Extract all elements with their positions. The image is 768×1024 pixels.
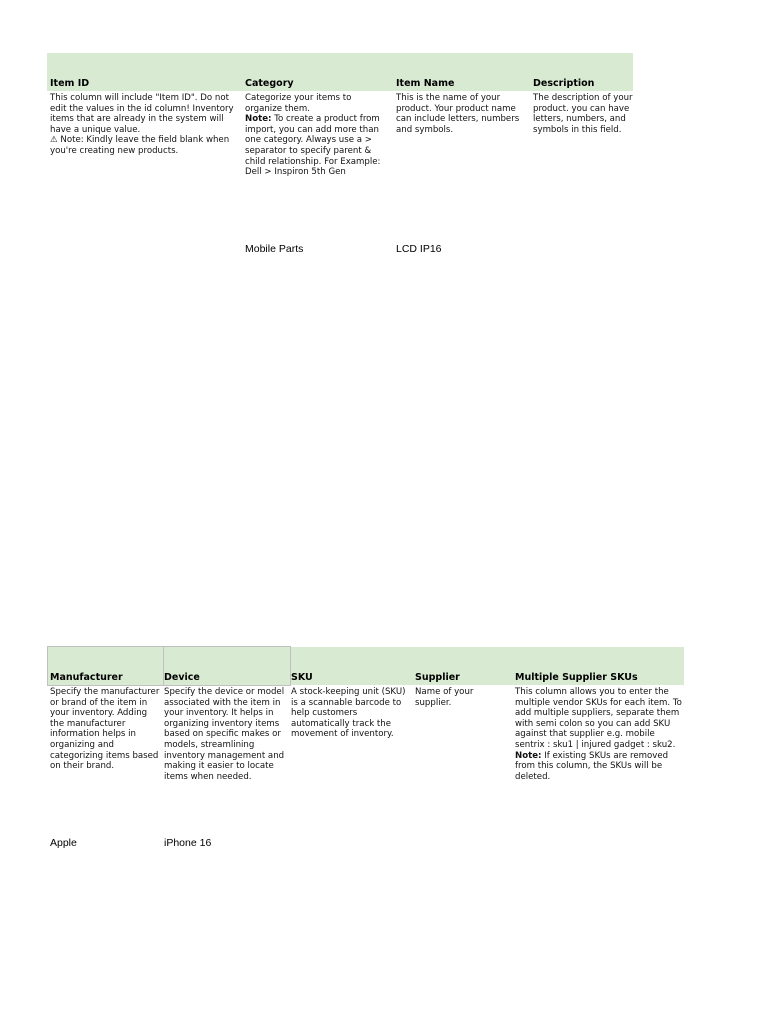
desc-sku[interactable]: A stock-keeping unit (SKU) is a scannable barcode to help customers automatically track the movement of inventory. [291,687,406,740]
header-item-id[interactable]: Item ID [50,78,90,89]
desc-multiple-supplier-skus[interactable] [515,687,683,782]
desc-supplier[interactable]: Name of your supplier. [415,687,474,708]
desc-description[interactable]: The description of your product. you can have letters, numbers, and symbols in this field. [533,93,633,135]
desc-item-name[interactable]: This is the name of your product. Your product name can include letters, numbers and symbols. [396,93,520,135]
value-manufacturer[interactable]: Apple [50,837,77,849]
header-category[interactable]: Category [245,78,294,89]
desc-category-text: Categorize your items to organize them. [245,93,352,114]
desc-multiple-supplier-skus-text: This column allows you to enter the multiple vendor SKUs for each item. To add multiple suppliers, separate them with semi colon so you can add SKU against that supplier e.g. mobile sentrix : sku1 | injured gadget : sku2. [515,687,682,750]
desc-item-id[interactable] [50,93,240,157]
desc-multiple-supplier-skus-note-text: If existing SKUs are removed from this column, the SKUs will be deleted. [515,750,669,782]
desc-category-note-text: To create a product from import, you can add more than one category. Always use a > separator to specify parent & child relationship. For Example: Dell > Inspiron 5th Gen [245,114,381,178]
desc-category-note-label: Note: [245,114,272,125]
desc-multiple-supplier-skus-note-label: Note: [515,750,542,761]
value-device[interactable]: iPhone 16 [164,837,212,849]
desc-item-id-warning: ⚠ Note: Kindly leave the field blank when you're creating new products. [50,135,230,156]
header-manufacturer[interactable]: Manufacturer [50,672,123,683]
desc-manufacturer[interactable]: Specify the manufacturer or brand of the item in your inventory. Adding the manufacturer information helps in organizing and categorizing items based on their brand. [50,687,160,772]
value-item-name[interactable]: LCD IP16 [396,243,442,255]
header-device[interactable]: Device [164,672,200,683]
value-category[interactable]: Mobile Parts [245,243,304,255]
header-description[interactable]: Description [533,78,595,89]
header-multiple-supplier-skus[interactable]: Multiple Supplier SKUs [515,672,638,683]
header-supplier[interactable]: Supplier [415,672,460,683]
desc-category[interactable] [245,93,390,178]
header-item-name[interactable]: Item Name [396,78,455,89]
desc-device[interactable]: Specify the device or model associated with the item in your inventory. It helps in organizing inventory items based on specific makes or models, streamlining inventory management and making it easier to locate items when needed. [164,687,285,782]
desc-item-id-text: This column will include "Item ID". Do not edit the values in the id column! Inventory items that are already in the system will have a unique value. [50,93,234,135]
header-sku[interactable]: SKU [291,672,313,683]
